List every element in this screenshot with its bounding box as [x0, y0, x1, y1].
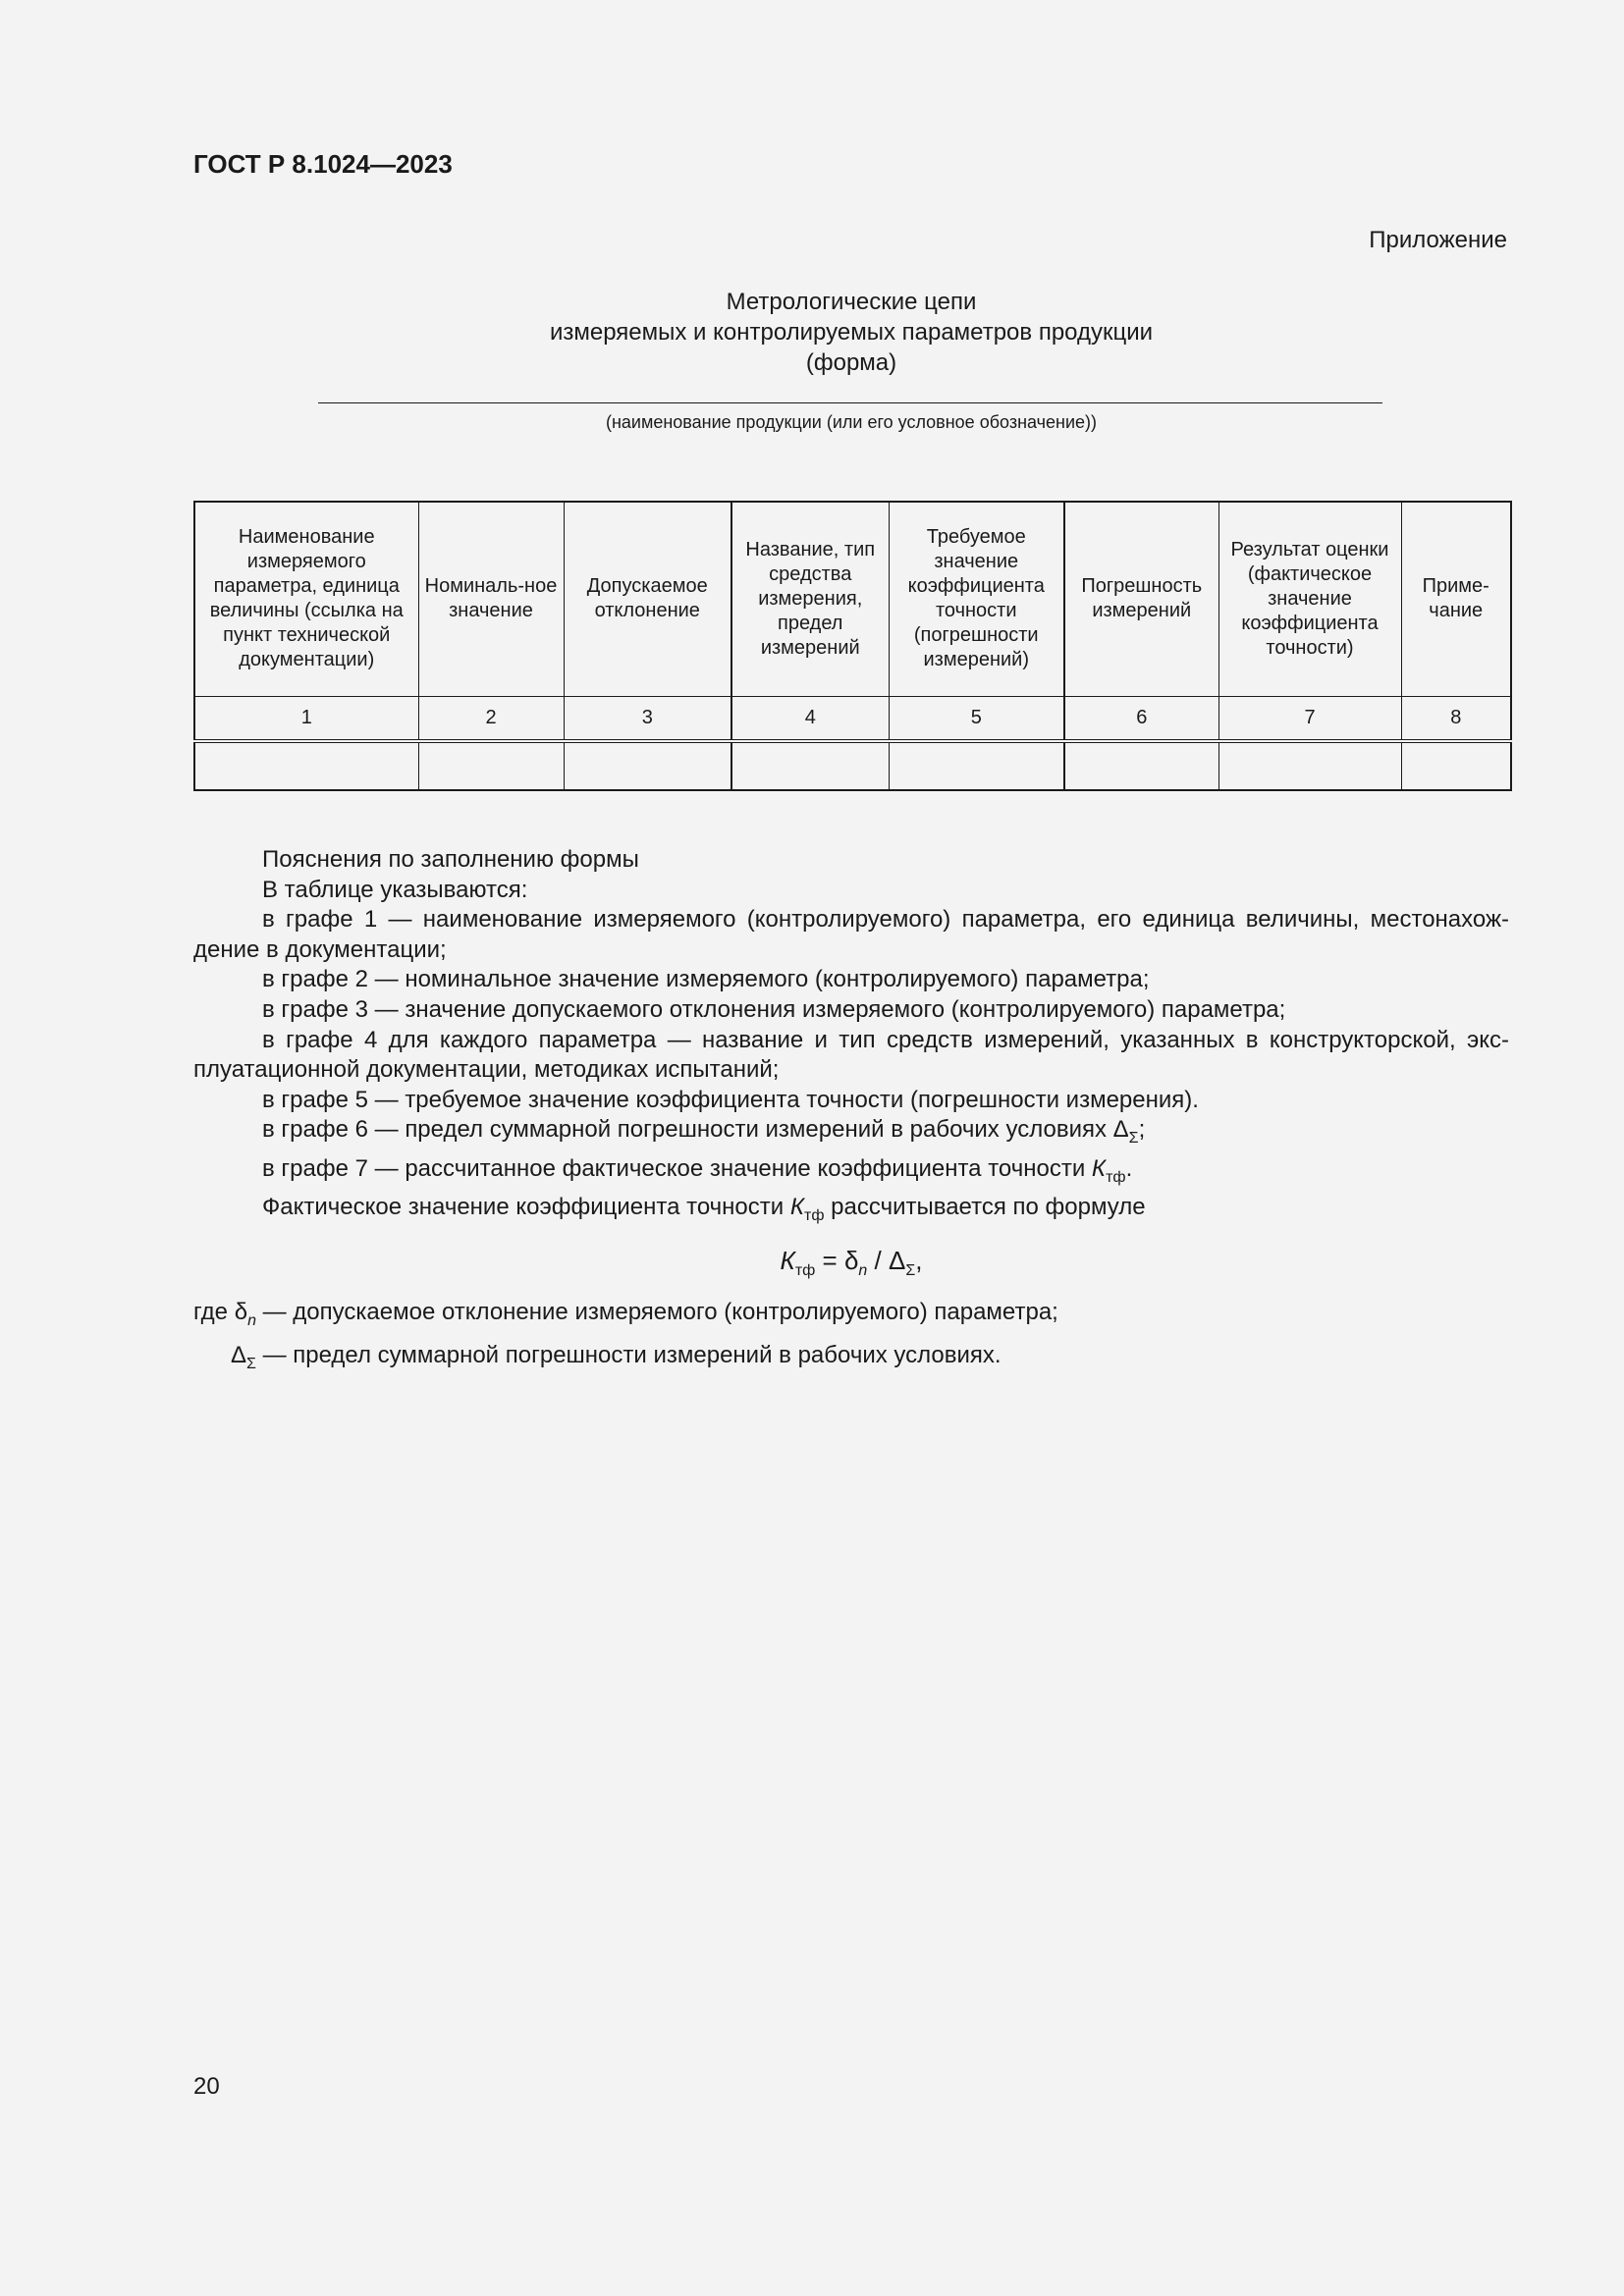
empty-cell — [1218, 741, 1401, 790]
column-number: 6 — [1064, 696, 1218, 741]
header-cell: Результат оценки (фактическое значение коэффициента точности) — [1218, 502, 1401, 696]
title-line-1: Метрологические цепи — [726, 289, 977, 315]
notes-intro: В таблице указываются: — [262, 876, 528, 903]
header-cell: Название, тип средства измерения, предел измерений — [731, 502, 889, 696]
header-cell: Допускаемое отклонение — [564, 502, 731, 696]
empty-cell — [418, 741, 564, 790]
header-cell: Погрешность измерений — [1064, 502, 1218, 696]
form-title — [193, 287, 1509, 378]
formula-definition: $\Delta_\Sigma$ — предел суммарной погрешности измерений в рабочих условиях. — [231, 1341, 1001, 1372]
page-number: 20 — [193, 2073, 220, 2100]
column-number: 5 — [889, 696, 1064, 741]
notes-heading: Пояснения по заполнению формы — [262, 846, 639, 873]
empty-cell — [564, 741, 731, 790]
appendix-label: Приложение — [1369, 227, 1507, 253]
empty-cell — [1064, 741, 1218, 790]
empty-cell — [1401, 741, 1511, 790]
column-number: 3 — [564, 696, 731, 741]
formula: $К_{тф} = \delta_n / \Delta_\Sigma$, — [780, 1245, 923, 1279]
metrological-chain-table — [193, 501, 1512, 791]
column-number: 2 — [418, 696, 564, 741]
header-cell: Наименование измеряемого параметра, единица величины (ссылка на пункт технической документации) — [194, 502, 418, 696]
formula-intro: Фактическое значение коэффициента точности $К_{тф}$ рассчитывается по формуле — [262, 1194, 1146, 1224]
empty-cell — [731, 741, 889, 790]
column-number: 1 — [194, 696, 418, 741]
note-item: в графе 3 — значение допускаемого отклонения измеряемого (контролируемого) параметра; — [262, 995, 1286, 1023]
title-line-2: измеряемых и контролируемых параметров продукции — [549, 319, 1154, 346]
table-row — [194, 741, 1511, 790]
note-item: в графе 5 — требуемое значение коэффициента точности (погрешности измерения). — [262, 1086, 1199, 1113]
title-line-3: (форма) — [805, 349, 897, 376]
column-number: 8 — [1401, 696, 1511, 741]
document-code: ГОСТ Р 8.1024—2023 — [193, 149, 453, 179]
empty-cell — [194, 741, 418, 790]
product-name-caption: (наименование продукции (или его условное обозначение)) — [605, 412, 1098, 432]
table-header-row — [194, 502, 1511, 696]
note-item: в графе 6 — предел суммарной погрешности измерений в рабочих условиях $\Delta_\Sigma$; — [262, 1116, 1146, 1148]
column-number: 7 — [1218, 696, 1401, 741]
note-item: в графе 2 — номинальное значение измеряемого (контролируемого) параметра; — [262, 966, 1150, 993]
product-name-line — [318, 402, 1382, 403]
column-number: 4 — [731, 696, 889, 741]
note-item: в графе 7 — рассчитанное фактическое значение коэффициента точности $К_{тф}$. — [262, 1154, 1133, 1186]
empty-cell — [889, 741, 1064, 790]
column-number-row — [194, 696, 1511, 741]
header-cell: Приме-чание — [1401, 502, 1511, 696]
note-item: в графе 4 для каждого параметра — название и тип средств измерений, указанных в конструкторской, экс-плуатационной документации, методиках испытаний; — [193, 1026, 1509, 1084]
header-cell: Требуемое значение коэффициента точности (погрешности измерений) — [889, 502, 1064, 696]
header-cell: Номиналь-ное значение — [418, 502, 564, 696]
form-notes — [193, 845, 1509, 1379]
note-item: в графе 1 — наименование измеряемого (контролируемого) параметра, его единица величины, местонахож-дение в документации; — [193, 906, 1509, 963]
formula-definition: где $\delta_n$ — допускаемое отклонение измеряемого (контролируемого) параметра; — [193, 1299, 1058, 1330]
